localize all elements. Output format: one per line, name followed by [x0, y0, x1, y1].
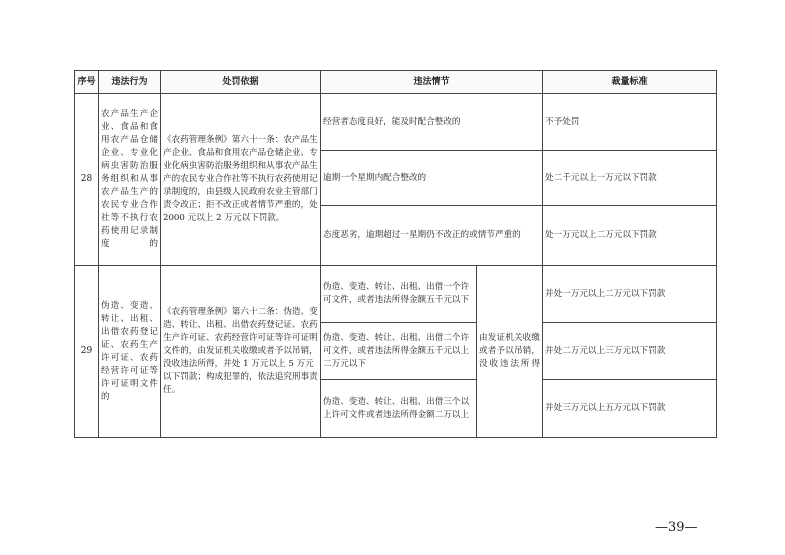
- row-number: 28: [75, 94, 99, 266]
- table-row: [75, 266, 717, 323]
- basis-cell: 《农药管理条例》第六十一条：农产品生产企业、食品和食用农产品仓储企业、专业化病虫害防治服务组织和从事农产品生产的农民专业合作社等不执行农药使用记录制度的，由县级人民政府农业主管部门责令改正；拒不改正或者情节严重的，处 2000 元以上 2 万元以下罚款。: [161, 94, 321, 266]
- situation-cell: 经营者态度良好，能及时配合整改的: [321, 94, 543, 151]
- penalty-standards-table: [74, 70, 717, 438]
- violation-cell: 农产品生产企业、食品和食用农产品仓储企业、专业化病虫害防治服务组织和从事农产品生产的农民专业合作社等不执行农药使用记录制度的: [99, 94, 161, 266]
- header-standard: 裁量标准: [543, 71, 717, 94]
- row-number: 29: [75, 266, 99, 438]
- basis-cell: 《农药管理条例》第六十二条：伪造、变造、转让、出租、出借农药登记证、农药生产许可证、农药经营许可证等许可证明文件的，由发证机关收缴或者予以吊销，没收违法所得，并处 1 万元以上 5 万元以下罚款；构成犯罪的，依法追究刑事责任。: [161, 266, 321, 438]
- common-measure-cell: 由发证机关收缴或者予以吊销，没收违法所得: [477, 266, 543, 438]
- situation-cell: 伪造、变造、转让、出租、出借二个许可文件，或者违法所得金额五千元以上二万元以下: [321, 323, 477, 380]
- table-row: [75, 94, 717, 151]
- standard-cell: 处二千元以上一万元以下罚款: [543, 151, 717, 206]
- standard-cell: 并处二万元以上三万元以下罚款: [543, 323, 717, 380]
- violation-cell: 伪造、变造、转让、出租、出借农药登记证、农药生产许可证、农药经营许可证等许可证明文件的: [99, 266, 161, 438]
- standard-cell: 并处一万元以上二万元以下罚款: [543, 266, 717, 323]
- situation-cell: 伪造、变造、转让、出租、出借三个以上许可文件或者违法所得金额二万以上: [321, 380, 477, 438]
- situation-cell: 逾期一个星期内配合整改的: [321, 151, 543, 206]
- page-number: —39—: [655, 520, 698, 535]
- header-number: 序号: [75, 71, 99, 94]
- standard-cell: 不予处罚: [543, 94, 717, 151]
- table-header-row: [75, 71, 717, 94]
- standard-cell: 并处三万元以上五万元以下罚款: [543, 380, 717, 438]
- situation-cell: 态度恶劣，逾期超过一星期仍不改正的或情节严重的: [321, 206, 543, 266]
- header-violation: 违法行为: [99, 71, 161, 94]
- situation-cell: 伪造、变造、转让、出租、出借一个许可文件，或者违法所得金额五千元以下: [321, 266, 477, 323]
- header-basis: 处罚依据: [161, 71, 321, 94]
- header-situation: 违法情节: [321, 71, 543, 94]
- standard-cell: 处一万元以上二万元以下罚款: [543, 206, 717, 266]
